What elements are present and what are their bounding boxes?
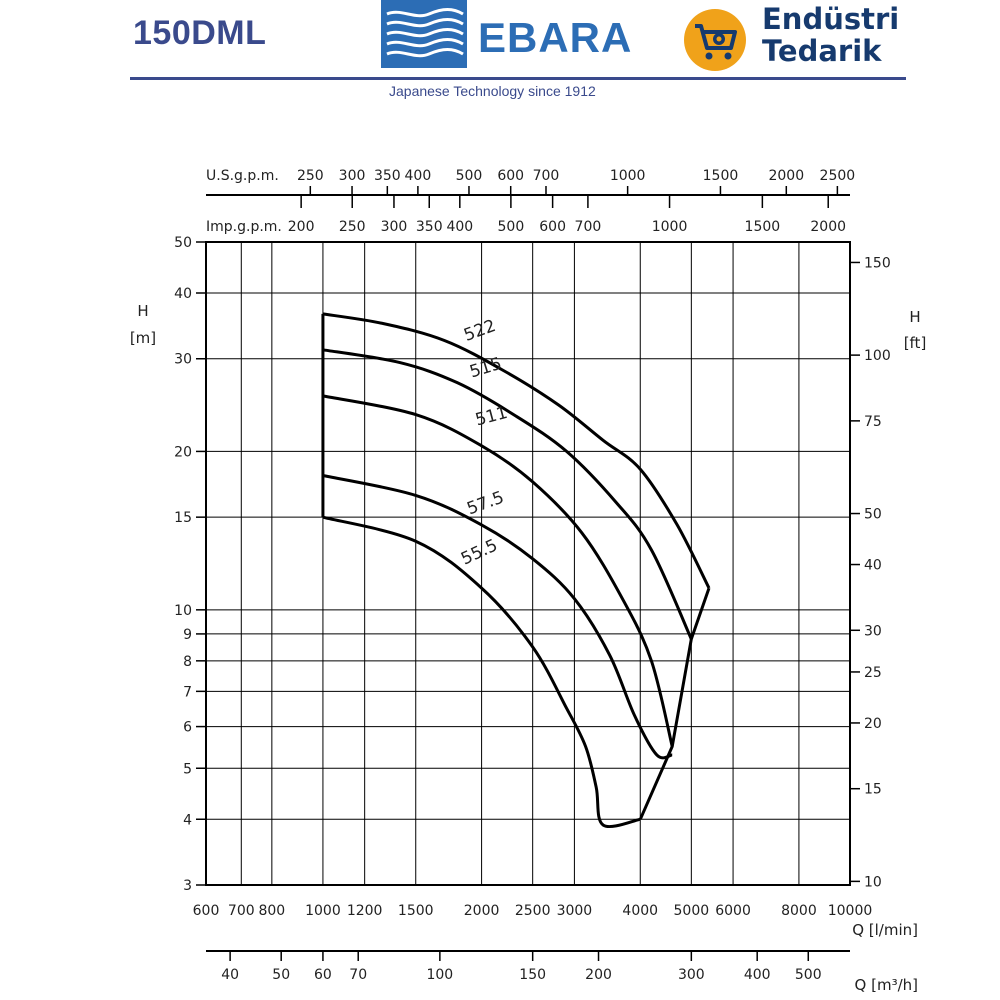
tagline: Japanese Technology since 1912 <box>389 83 596 99</box>
y-left-tick-label: 4 <box>183 812 192 829</box>
y-right-tick-label: 20 <box>864 715 882 732</box>
x-usgpm-title: U.S.g.p.m. <box>206 168 279 184</box>
y-left-tick-label: 20 <box>174 444 192 461</box>
x-usgpm-tick-label: 400 <box>404 168 432 184</box>
x-tick-label: 600 <box>192 903 220 919</box>
x-usgpm-tick-label: 600 <box>497 168 525 184</box>
x-tick-label: 4000 <box>622 903 659 919</box>
x-usgpm-tick-label: 1000 <box>609 168 646 184</box>
x-m3h-tick-label: 60 <box>314 967 332 983</box>
y-right-axis-title: H <box>909 308 921 326</box>
y-left-tick-label: 50 <box>174 235 192 251</box>
x-tick-label: 800 <box>258 903 286 919</box>
y-left-tick-label: 40 <box>174 285 192 302</box>
curve-label-57.5: 57.5 <box>464 487 507 520</box>
y-right-tick-label: 150 <box>864 255 891 272</box>
curve-label-515: 515 <box>467 353 505 383</box>
x-tick-label: 2000 <box>463 903 500 919</box>
y-left-tick-label: 8 <box>183 653 192 670</box>
x-tick-label: 1500 <box>397 903 434 919</box>
x-tick-label: 2500 <box>514 903 551 919</box>
y-left-tick-label: 9 <box>183 626 192 643</box>
y-left-tick-label: 10 <box>174 602 192 619</box>
x-usgpm-tick-label: 700 <box>532 168 560 184</box>
x-impgpm-tick-label: 1500 <box>744 219 781 235</box>
x-impgpm-tick-label: 600 <box>539 219 566 235</box>
y-left-axis-title: H <box>137 302 149 320</box>
x-impgpm-title: Imp.g.p.m. <box>206 219 282 235</box>
x-impgpm-tick-label: 250 <box>338 219 366 235</box>
x-tick-label: 3000 <box>556 903 593 919</box>
x-usgpm-tick-label: 250 <box>296 168 324 184</box>
x-usgpm-tick-label: 500 <box>455 168 483 184</box>
x-tick-label: 700 <box>227 903 255 919</box>
x-impgpm-tick-label: 350 <box>415 219 443 235</box>
y-right-tick-label: 25 <box>864 664 882 681</box>
x-tick-label: 10000 <box>827 903 873 919</box>
x-tick-label: 1200 <box>346 903 383 919</box>
x-usgpm-tick-label: 350 <box>373 168 401 184</box>
x-m3h-tick-label: 400 <box>743 967 771 983</box>
x-m3h-tick-label: 200 <box>585 967 612 983</box>
y-right-tick-label: 100 <box>864 348 891 365</box>
x-m3h-tick-label: 100 <box>426 967 454 983</box>
x-m3h-tick-label: 300 <box>677 967 705 983</box>
x-usgpm-tick-label: 1500 <box>702 168 739 184</box>
x-m3h-tick-label: 50 <box>272 967 291 983</box>
x-m3h-tick-label: 500 <box>794 967 822 983</box>
y-left-tick-label: 7 <box>183 684 192 701</box>
x-axis-title-m3h: Q [m³/h] <box>854 976 918 994</box>
y-left-axis-unit: [m] <box>129 329 157 347</box>
x-tick-label: 5000 <box>673 903 710 919</box>
curve-label-511: 511 <box>473 402 510 431</box>
x-usgpm-tick-label: 2000 <box>768 168 805 184</box>
x-m3h-tick-label: 150 <box>519 967 547 983</box>
curve-label-55.5: 55.5 <box>458 535 501 570</box>
y-left-tick-label: 30 <box>174 351 192 368</box>
x-m3h-tick-label: 70 <box>349 967 368 983</box>
y-left-tick-label: 5 <box>183 761 192 778</box>
envelope-right-edge <box>640 588 709 819</box>
y-right-tick-label: 50 <box>864 506 882 523</box>
x-tick-label: 1000 <box>305 903 341 919</box>
x-impgpm-tick-label: 2000 <box>810 219 847 235</box>
y-right-tick-label: 10 <box>864 874 882 891</box>
y-left-tick-label: 6 <box>183 719 192 736</box>
x-m3h-tick-label: 40 <box>221 967 240 983</box>
y-left-tick-label: 15 <box>174 510 192 527</box>
x-usgpm-tick-label: 300 <box>338 168 366 184</box>
y-right-tick-label: 40 <box>864 557 882 574</box>
y-right-tick-label: 30 <box>864 623 882 640</box>
curve-label-522: 522 <box>461 315 499 346</box>
y-right-axis-unit: [ft] <box>903 334 927 352</box>
x-impgpm-tick-label: 500 <box>497 219 525 235</box>
y-right-tick-label: 75 <box>864 413 882 430</box>
model-title: 150DML <box>133 14 267 52</box>
curve-impeller-511 <box>323 396 672 747</box>
curve-impeller-515 <box>323 350 691 639</box>
x-tick-label: 8000 <box>781 903 817 919</box>
x-impgpm-tick-label: 200 <box>287 219 315 235</box>
x-usgpm-tick-label: 2500 <box>819 168 856 184</box>
x-impgpm-tick-label: 400 <box>446 219 474 235</box>
x-impgpm-tick-label: 700 <box>574 219 602 235</box>
x-axis-title-lmin: Q [l/min] <box>852 921 918 939</box>
y-right-tick-label: 15 <box>864 781 882 798</box>
y-left-tick-label: 3 <box>183 878 192 894</box>
x-tick-label: 6000 <box>715 903 751 919</box>
curve-impeller-57.5 <box>323 476 672 758</box>
seller-name-line1: Endüstri <box>762 2 900 36</box>
ebara-brand-name: EBARA <box>478 14 633 61</box>
plot-frame <box>206 242 850 885</box>
x-impgpm-tick-label: 300 <box>380 219 408 235</box>
x-impgpm-tick-label: 1000 <box>651 219 688 235</box>
seller-name-line2: Tedarik <box>762 34 882 68</box>
